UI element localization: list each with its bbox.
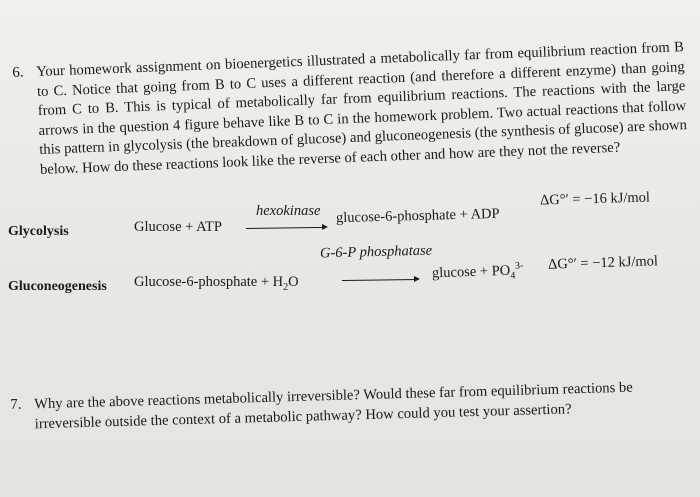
- gluconeogenesis-label: Gluconeogenesis: [8, 279, 107, 294]
- glycolysis-products: glucose-6-phosphate + ADP: [335, 205, 500, 227]
- question-7-number: 7.: [10, 396, 22, 413]
- water-subscript: 2: [283, 281, 289, 293]
- gluconeogenesis-products: [432, 260, 524, 284]
- question-6-number: 6.: [12, 64, 24, 81]
- question-7-text: Why are the above reactions metabolically irreversible? Would these far from equilibrium reactions be irreversible outside the context of a metabolic pathway? How could you test your assertion?: [34, 379, 633, 432]
- glycolysis-delta-g: [540, 190, 650, 210]
- question-6: [10, 0, 688, 178]
- gluconeogenesis-product-glucose-phosphate: glucose + PO: [431, 262, 511, 282]
- gluconeogenesis-reactants: [134, 274, 299, 293]
- phosphate-subscript: 4: [510, 270, 516, 282]
- question-6-body: Your homework assignment on bioenergetics illustrated a metabolically far from equilibrium reaction from B to C. Notice that going from B to C uses a different reaction (and therefore a different enzyme) than going from C to B. This is typical of metabolically far from equilibrium reactions. The reactions with the large arrows in the question 4 figure behave like B to C in the homework problem. Two actual reactions that follow this pattern in glycolysis (the breakdown of glucose) and gluconeogenesis (the synthesis of glucose) are shown below. How do these reactions look like the reverse of each other and how are they not the reverse?: [36, 39, 688, 178]
- glycolysis-delta-g-symbol: ΔG°′: [539, 191, 569, 209]
- hexokinase-enzyme-label: hexokinase: [256, 203, 321, 219]
- phosphate-charge: 3-: [514, 260, 524, 272]
- glycolysis-reactants: Glucose + ATP: [134, 219, 222, 235]
- water-oxygen: O: [288, 274, 299, 290]
- glycolysis-arrow-icon: [246, 227, 326, 229]
- question-6-text: [36, 38, 688, 180]
- glycolysis-delta-g-value: = −16 kJ/mol: [572, 189, 651, 208]
- gluconeogenesis-reactant-glucose-6-phosphate: Glucose-6-phosphate + H: [134, 274, 284, 290]
- glycolysis-label: Glycolysis: [8, 224, 69, 239]
- gluconeogenesis-delta-g: [548, 253, 658, 273]
- question-7: [10, 377, 700, 432]
- gluconeogenesis-arrow-icon: [342, 279, 418, 281]
- gluconeogenesis-delta-g-symbol: ΔG°′: [547, 255, 578, 273]
- gluconeogenesis-delta-g-value: = −12 kJ/mol: [580, 253, 659, 272]
- g6p-phosphatase-enzyme-label: G-6-P phosphatase: [319, 242, 433, 262]
